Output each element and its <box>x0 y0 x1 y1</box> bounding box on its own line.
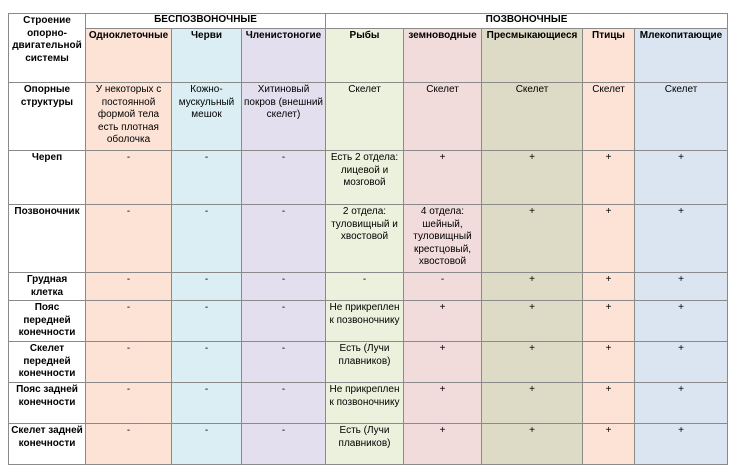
table-cell: - <box>242 151 326 205</box>
table-cell: - <box>86 301 172 342</box>
table-cell: Есть 2 отдела: лицевой и мозговой <box>326 151 404 205</box>
table-cell: - <box>242 205 326 273</box>
table-cell: + <box>583 273 635 301</box>
table-cell: + <box>583 205 635 273</box>
table-cell: + <box>583 342 635 383</box>
table-cell: + <box>635 151 728 205</box>
row-label: Скелет задней конечности <box>9 424 86 465</box>
column-header: Членистоногие <box>242 29 326 83</box>
table-cell: - <box>172 424 242 465</box>
table-cell: - <box>86 151 172 205</box>
table-cell: Скелет <box>635 83 728 151</box>
table-cell: + <box>482 151 583 205</box>
row-label: Опорные структуры <box>9 83 86 151</box>
table-cell: - <box>86 342 172 383</box>
table-cell: Есть (Лучи плавников) <box>326 424 404 465</box>
table-cell: + <box>635 424 728 465</box>
column-header: Пресмыкающиеся <box>482 29 583 83</box>
table-row <box>9 151 728 205</box>
table-cell: Скелет <box>326 83 404 151</box>
table-cell: - <box>172 301 242 342</box>
table-cell: - <box>242 342 326 383</box>
column-header: земноводные <box>404 29 482 83</box>
table-cell: - <box>172 342 242 383</box>
table-cell: - <box>242 273 326 301</box>
table-cell: Кожно-мускульный мешок <box>172 83 242 151</box>
table-cell: + <box>482 301 583 342</box>
table-row <box>9 83 728 151</box>
table-row <box>9 205 728 273</box>
group-header-vertebrates: ПОЗВОНОЧНЫЕ <box>326 14 728 29</box>
table-cell: + <box>583 151 635 205</box>
row-label: Пояс задней конечности <box>9 383 86 424</box>
table-cell: - <box>242 383 326 424</box>
table-cell: + <box>635 205 728 273</box>
table-row <box>9 383 728 424</box>
table-cell: Скелет <box>482 83 583 151</box>
table-cell: - <box>172 205 242 273</box>
column-header: Черви <box>172 29 242 83</box>
table-cell: + <box>482 205 583 273</box>
table-cell: - <box>86 383 172 424</box>
table-cell: Не прикреплен к позвоночнику <box>326 301 404 342</box>
table-cell: + <box>482 424 583 465</box>
column-header: Млекопитающие <box>635 29 728 83</box>
table-cell: Скелет <box>404 83 482 151</box>
table-row <box>9 342 728 383</box>
table-cell: - <box>172 273 242 301</box>
table-cell: + <box>482 383 583 424</box>
table-cell: У некоторых с постоянной формой тела есть плотная оболочка <box>86 83 172 151</box>
skeletal-system-table <box>8 13 728 465</box>
table-cell: - <box>86 273 172 301</box>
table-cell: + <box>404 383 482 424</box>
table-cell: + <box>482 342 583 383</box>
table-row <box>9 273 728 301</box>
table-cell: - <box>172 151 242 205</box>
table-cell: 4 отдела: шейный, туловищный крестцовый, хвостовой <box>404 205 482 273</box>
column-header: Рыбы <box>326 29 404 83</box>
table-cell: - <box>242 301 326 342</box>
table-cell: 2 отдела: туловищный и хвостовой <box>326 205 404 273</box>
table-row <box>9 424 728 465</box>
table-cell: + <box>635 301 728 342</box>
table-cell: - <box>326 273 404 301</box>
table-cell: + <box>583 383 635 424</box>
column-header: Птицы <box>583 29 635 83</box>
table-cell: + <box>404 301 482 342</box>
table-cell: Скелет <box>583 83 635 151</box>
row-label: Череп <box>9 151 86 205</box>
row-label: Грудная клетка <box>9 273 86 301</box>
table-cell: - <box>86 424 172 465</box>
table-cell: + <box>583 424 635 465</box>
table-cell: Есть (Лучи плавников) <box>326 342 404 383</box>
corner-header: Строение опорно-двигательной системы <box>9 14 86 83</box>
table-cell: + <box>404 342 482 383</box>
row-label: Пояс передней конечности <box>9 301 86 342</box>
column-header: Одноклеточные <box>86 29 172 83</box>
row-label: Скелет передней конечности <box>9 342 86 383</box>
table-cell: - <box>86 205 172 273</box>
table-row <box>9 301 728 342</box>
table-cell: - <box>404 273 482 301</box>
table-cell: + <box>482 273 583 301</box>
table-cell: - <box>242 424 326 465</box>
table-cell: + <box>583 301 635 342</box>
table-cell: + <box>635 273 728 301</box>
table-cell: + <box>404 424 482 465</box>
table-cell: + <box>404 151 482 205</box>
row-label: Позвоночник <box>9 205 86 273</box>
table-cell: + <box>635 342 728 383</box>
table-cell: Хитиновый покров (внешний скелет) <box>242 83 326 151</box>
table-cell: Не прикреплен к позвоночнику <box>326 383 404 424</box>
table-cell: - <box>172 383 242 424</box>
table-cell: + <box>635 383 728 424</box>
group-header-invertebrates: БЕСПОЗВОНОЧНЫЕ <box>86 14 326 29</box>
